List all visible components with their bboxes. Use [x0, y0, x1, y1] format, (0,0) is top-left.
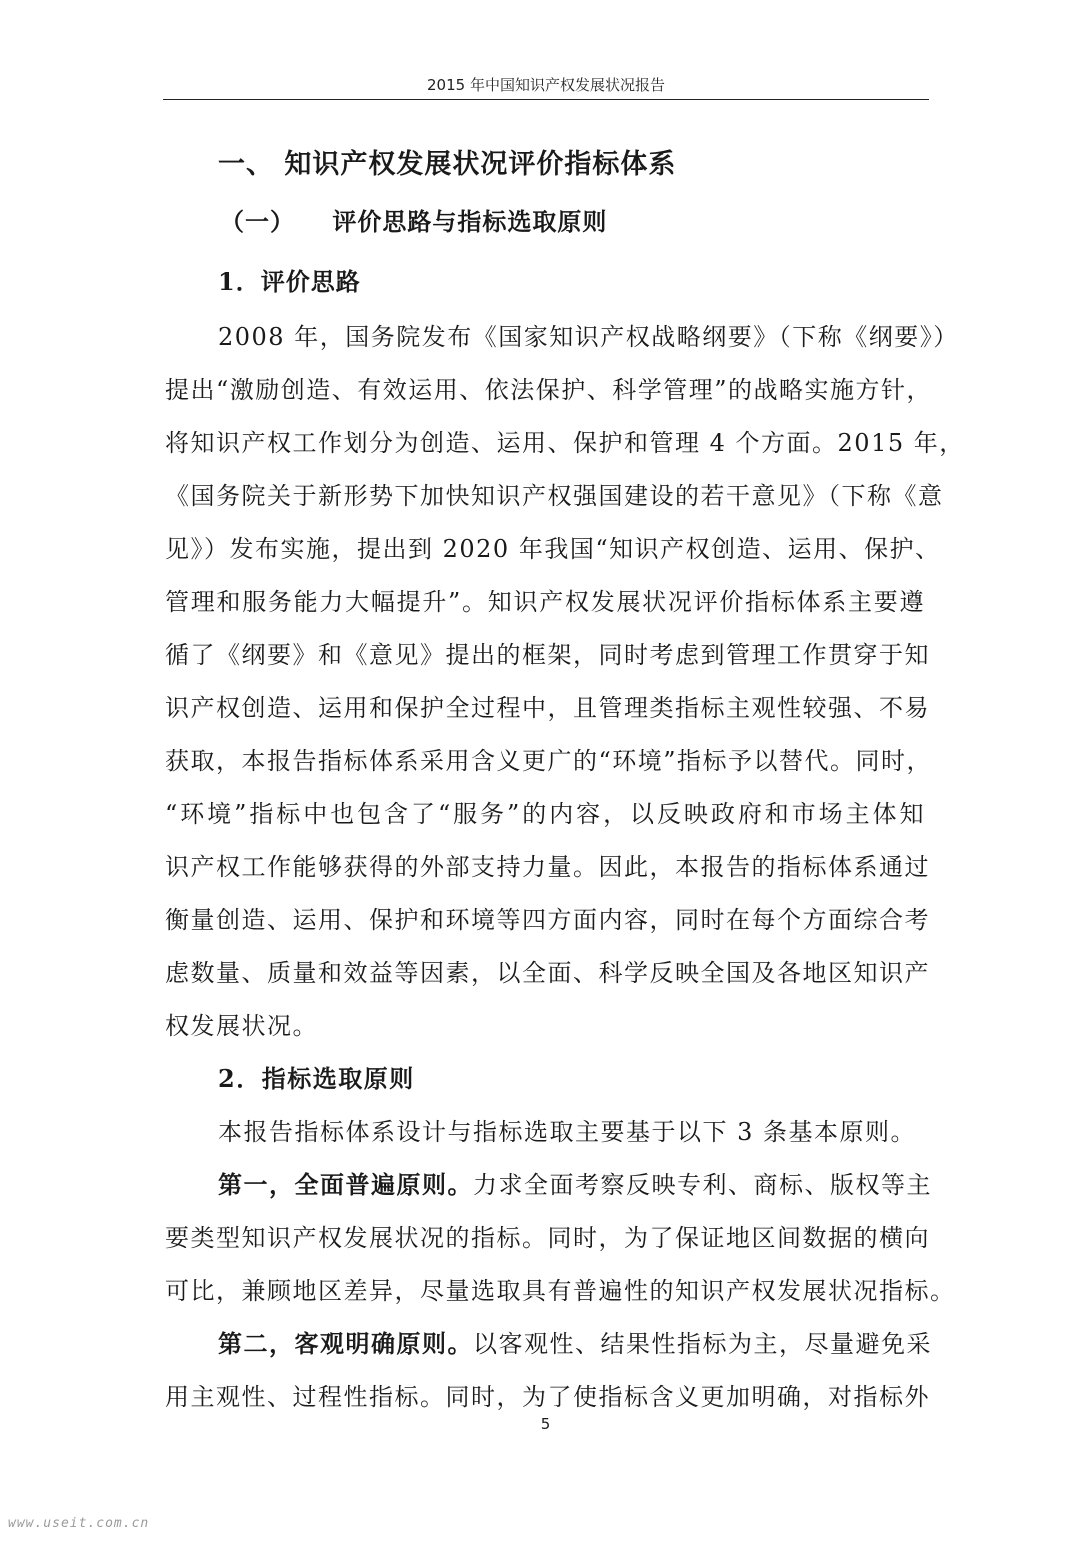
para1-line-11: 识产权工作能够获得的外部支持力量。因此，本报告的指标体系通过	[165, 853, 930, 881]
para1-line-3: 将知识产权工作划分为创造、运用、保护和管理 4 个方面。2015 年，	[165, 429, 965, 457]
para1-line-4: 《国务院关于新形势下加快知识产权强国建设的若干意见》（下称《意	[165, 482, 944, 510]
header-rule	[163, 99, 929, 100]
para2-line-1: 本报告指标体系设计与指标选取主要基于以下 3 条基本原则。	[218, 1118, 917, 1146]
para1-line-7: 循了《纲要》和《意见》提出的框架，同时考虑到管理工作贯穿于知	[165, 641, 930, 669]
principle2-line-1	[218, 1329, 932, 1359]
watermark: www.useit.com.cn	[8, 1516, 150, 1531]
item1-heading: 1．评价思路	[218, 267, 361, 296]
para1-line-6: 管理和服务能力大幅提升”。知识产权发展状况评价指标体系主要遵	[165, 588, 925, 616]
para1-line-8: 识产权创造、运用和保护全过程中，且管理类指标主观性较强、不易	[165, 694, 930, 722]
para1-line-2: 提出“激励创造、有效运用、依法保护、科学管理”的战略实施方针，	[165, 376, 933, 404]
para1-line-10: “环境”指标中也包含了“服务”的内容，以反映政府和市场主体知	[165, 800, 925, 828]
para1-line-5: 见》）发布实施，提出到 2020 年我国“知识产权创造、运用、保护、	[165, 535, 941, 563]
principle1-text-1: 力求全面考察反映专利、商标、版权等主	[473, 1171, 932, 1199]
principle1-line-3: 可比，兼顾地区差异，尽量选取具有普遍性的知识产权发展状况指标。	[165, 1277, 956, 1305]
principle1-title: 第一，全面普遍原则。	[218, 1170, 473, 1199]
para1-line-14: 权发展状况。	[165, 1012, 318, 1040]
running-header: 2015 年中国知识产权发展状况报告	[427, 76, 665, 94]
principle2-line-2: 用主观性、过程性指标。同时，为了使指标含义更加明确，对指标外	[165, 1383, 930, 1411]
para1-line-9: 获取，本报告指标体系采用含义更广的“环境”指标予以替代。同时，	[165, 747, 933, 775]
principle1-line-1	[218, 1170, 932, 1200]
page-number: 5	[540, 1415, 551, 1433]
principle2-title: 第二，客观明确原则。	[218, 1329, 473, 1358]
para1-line-1: 2008 年，国务院发布《国家知识产权战略纲要》（下称《纲要》）	[218, 323, 959, 351]
item2-heading: 2．指标选取原则	[218, 1064, 415, 1093]
principle2-text-1: 以客观性、结果性指标为主，尽量避免采	[473, 1330, 932, 1358]
para1-line-13: 虑数量、质量和效益等因素，以全面、科学反映全国及各地区知识产	[165, 959, 930, 987]
principle1-line-2: 要类型知识产权发展状况的指标。同时，为了保证地区间数据的横向	[165, 1224, 930, 1252]
para1-line-12: 衡量创造、运用、保护和环境等四方面内容，同时在每个方面综合考	[165, 906, 930, 934]
section-heading: 一、 知识产权发展状况评价指标体系	[218, 149, 677, 180]
subsection-heading: （一） 评价思路与指标选取原则	[220, 207, 608, 236]
